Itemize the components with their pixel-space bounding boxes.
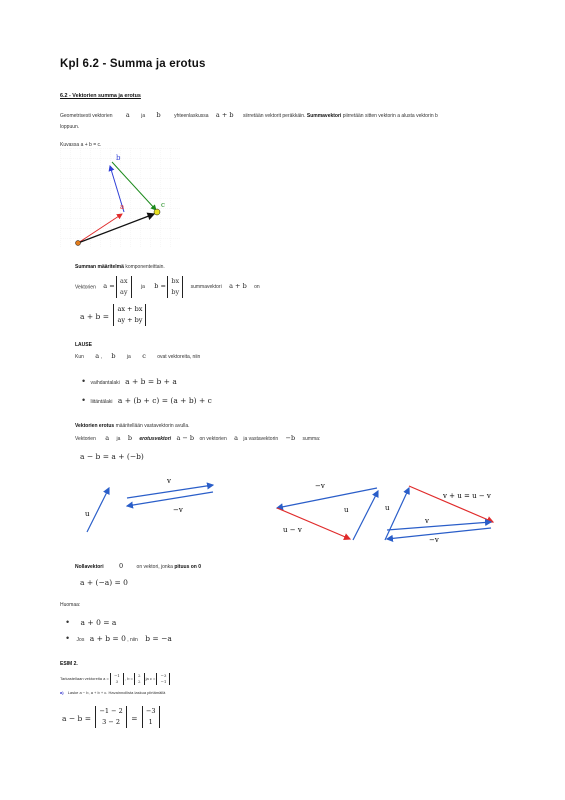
difference-line: Vektorien a ja b erotusvektori a − b on vektorien a ja vastavektorin −b summa:	[75, 434, 321, 442]
fig2-neg-v-arrow	[277, 488, 377, 508]
page-title: Kpl 6.2 - Summa ja erotus	[60, 58, 206, 70]
example-line-1: Tarkastellaan vektoreita a = −1 3 , b = 2 2 ja c = −3 −1	[60, 673, 170, 685]
fig2-neg-v-label: −v	[315, 482, 325, 490]
fig1-neg-v-label: −v	[173, 506, 183, 514]
example-result: a − b = −1 − 2 3 − 2 = −3 1	[62, 706, 160, 728]
example-mid-matrix: −1 − 2 3 − 2	[95, 706, 126, 728]
definition-line: Vektorien a = ax ay ja b = bx by summavektori a + b on	[75, 277, 260, 296]
section-heading: 6.2 - Vektorien summa ja erotus	[60, 93, 141, 99]
huom-item-2: • Jos a + b = 0 , niin b = −a	[66, 633, 172, 643]
laws-heading: LAUSE	[75, 342, 92, 348]
fig3-v-arrow	[387, 522, 491, 530]
laws-intro: Kun a , b ja c ovat vektoreita, niin	[75, 352, 201, 360]
fig2-u-minus-v-label: u − v	[283, 526, 302, 534]
vector-difference-figures	[75, 470, 515, 550]
fig1-v-label: v	[167, 477, 171, 485]
huom-item-1: • a + 0 = a	[66, 617, 117, 627]
example-task-a: a) Laske a − b, a + b + c. Havainnollista laskua piirtämällä	[60, 690, 166, 695]
intro-line-2: loppuun.	[60, 124, 80, 130]
fig1-u-label: u	[85, 510, 90, 518]
fig3-u-arrow	[385, 488, 409, 540]
sum-formula: a + b = ax + bx ay + by	[80, 304, 146, 326]
fig2-u-label: u	[344, 506, 349, 514]
sum-column-vector: ax + bx ay + by	[113, 304, 146, 326]
fig1-neg-v-arrow	[127, 492, 213, 506]
a-column-vector: ax ay	[116, 276, 132, 298]
fig3-v-label: v	[425, 517, 429, 525]
example-heading: ESIM 2.	[60, 661, 78, 667]
label-b: b	[116, 154, 121, 162]
definition-heading: Summan määritelmä komponenteittain.	[75, 264, 165, 270]
fig2-u-minus-v-arrow	[277, 508, 350, 539]
difference-heading: Vektorien erotus määritellään vastavektorin avulla.	[75, 423, 190, 429]
fig1-u-arrow	[87, 488, 109, 532]
intro-caption: Kuvassa a + b = c.	[60, 142, 102, 148]
law-associative: • liitäntälaki a + (b + c) = (a + b) + c	[82, 395, 212, 405]
intro-line-1: Geometrisesti vektorien a ja b yhteenlaskussa a + b siirretään vektorit peräkkäin. Summavektori piirretään sitten vektorin a alusta vektorin b	[60, 111, 438, 119]
zero-formula: a + (−a) = 0	[80, 578, 128, 587]
fig3-u-label: u	[385, 504, 390, 512]
law-commutative: • vaihdantalaki a + b = b + a	[82, 376, 177, 386]
label-a: a	[120, 203, 125, 211]
huom-heading: Huomaa:	[60, 602, 81, 608]
difference-formula: a − b = a + (−b)	[80, 452, 144, 461]
example-result-matrix: −3 1	[142, 706, 160, 728]
zero-vector-line: Nollavektori 0 on vektori, jonka pituus on 0	[75, 562, 202, 570]
fig3-neg-v-label: −v	[429, 536, 439, 544]
origin-point	[76, 241, 81, 246]
b-column-vector: bx by	[167, 276, 183, 298]
vector-sum-grid-figure	[60, 148, 180, 248]
fig3-sum-label: v + u = u − v	[443, 492, 491, 500]
label-c: c	[161, 201, 165, 209]
fig1-v-arrow	[127, 485, 213, 498]
end-point	[154, 209, 160, 215]
fig2-u-arrow	[353, 491, 378, 540]
fig3-neg-v-arrow	[387, 528, 491, 539]
